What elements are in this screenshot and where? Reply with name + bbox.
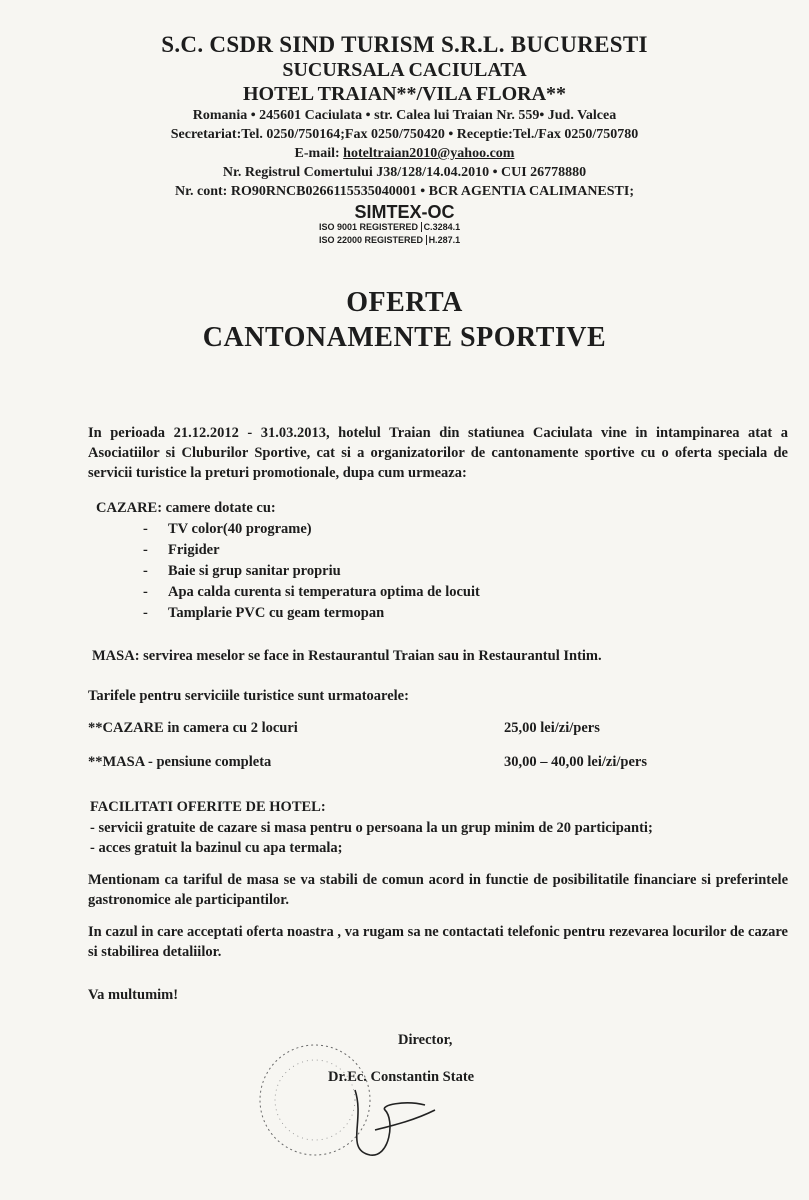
- list-item: - TV color(40 programe): [118, 519, 809, 540]
- tarif-price: 25,00 lei/zi/pers: [504, 720, 600, 736]
- tarif-label: **CAZARE in camera cu 2 locuri: [88, 720, 298, 736]
- phones-line: Secretariat:Tel. 0250/750164;Fax 0250/750420 • Receptie:Tel./Fax 0250/750780: [170, 127, 639, 142]
- tarif-price: 30,00 – 40,00 lei/zi/pers: [504, 754, 647, 770]
- list-item: - Baie si grup sanitar propriu: [118, 561, 809, 582]
- mentionam-paragraph: Mentionam ca tariful de masa se va stabili de comun acord in functie de posibilitatile financiare si preferintele gastronomice ale participantilor.: [88, 872, 788, 908]
- account-line: Nr. cont: RO90RNCB0266115535040001 • BCR AGENTIA CALIMANESTI;: [174, 184, 635, 199]
- cazare-heading: CAZARE: camere dotate cu:: [96, 500, 276, 516]
- hotel-name: HOTEL TRAIAN**/VILA FLORA**: [242, 83, 567, 105]
- table-row: [88, 718, 788, 740]
- facilitati-list: [90, 818, 790, 858]
- facilitati-heading: FACILITATI OFERITE DE HOTEL:: [90, 799, 326, 815]
- list-item: - Apa calda curenta si temperatura optima de locuit: [118, 582, 809, 603]
- signature-name: Dr.Ec. Constantin State: [328, 1069, 475, 1085]
- list-item: - servicii gratuite de cazare si masa pentru o persoana la un grup minim de 20 participanti;: [90, 820, 653, 836]
- iso-22000-label: ISO 22000 REGISTERED: [319, 235, 424, 245]
- email-label: E-mail:: [294, 146, 340, 161]
- iso-9001-label: ISO 9001 REGISTERED: [319, 222, 419, 232]
- list-item: - Tamplarie PVC cu geam termopan: [118, 603, 809, 624]
- tarife-table: [88, 718, 788, 774]
- branch-name: SUCURSALA CACIULATA: [282, 59, 527, 81]
- address-line: Romania • 245601 Caciulata • str. Calea lui Traian Nr. 559• Jud. Valcea: [192, 108, 617, 123]
- tarif-label: **MASA - pensiune completa: [88, 754, 272, 770]
- cazare-list: [118, 519, 809, 624]
- iso-22000-code: H.287.1: [426, 235, 461, 245]
- email-line: [0, 144, 809, 163]
- contact-paragraph: In cazul in care acceptati oferta noastra , va rugam sa ne contactati telefonic pentru rezevarea locurilor de cazare si stabilirea detaliilor.: [88, 924, 788, 960]
- title-line-1: OFERTA: [346, 287, 463, 318]
- iso-22000-line: [319, 234, 519, 247]
- list-item: - Frigider: [118, 540, 809, 561]
- registry-line: Nr. Registrul Comertului J38/128/14.04.2010 • CUI 26778880: [222, 165, 587, 180]
- signature-role: Director,: [398, 1032, 453, 1048]
- intro-paragraph: In perioada 21.12.2012 - 31.03.2013, hotelul Traian din statiunea Caciulata vine in intampinarea atat a Asociatiilor si Cluburilor Sportive, cat si a organizatorilor de cantonamente sportive cu o oferta speciala de servicii turistice la preturi promotionale, dupa cum urmeaza:: [88, 425, 788, 481]
- thanks-line: Va multumim!: [88, 987, 179, 1003]
- iso-9001-line: [319, 221, 519, 234]
- table-row: [88, 752, 788, 774]
- document-title: [0, 285, 809, 355]
- company-name: S.C. CSDR SIND TURISM S.R.L. BUCURESTI: [161, 32, 648, 57]
- list-item: - acces gratuit la bazinul cu apa termala;: [90, 840, 343, 856]
- email-link[interactable]: hoteltraian2010@yahoo.com: [343, 146, 515, 161]
- iso-9001-code: C.3284.1: [421, 222, 461, 232]
- certification-logo: SIMTEX-OC: [354, 202, 455, 222]
- title-line-2: CANTONAMENTE SPORTIVE: [202, 322, 607, 353]
- tarife-intro: Tarifele pentru serviciile turistice sunt urmatoarele:: [88, 688, 409, 704]
- handwritten-signature-icon: [335, 1080, 445, 1160]
- masa-paragraph: MASA: servirea meselor se face in Restaurantul Traian sau in Restaurantul Intim.: [92, 648, 602, 664]
